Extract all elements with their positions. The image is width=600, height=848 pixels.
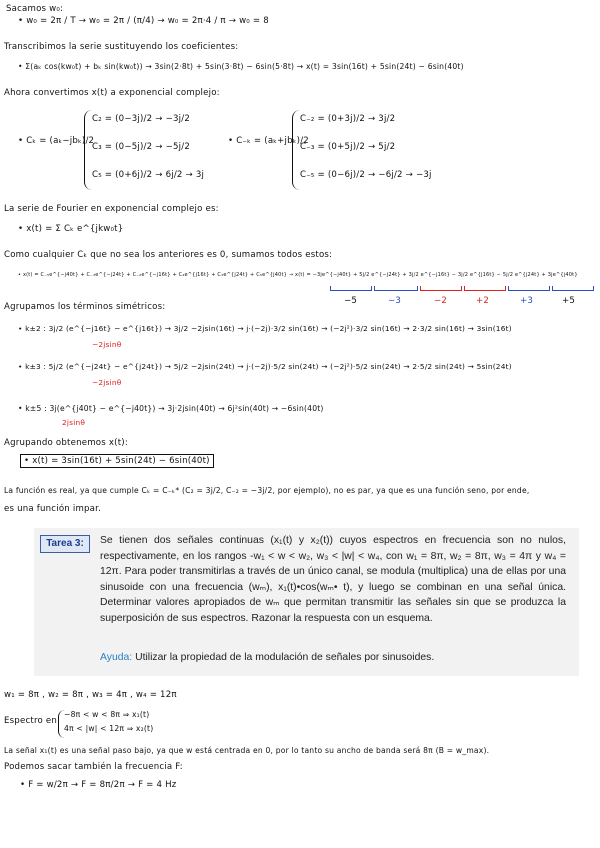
note-sacamos-w0: Sacamos w₀: [6, 4, 64, 14]
task-text: Se tienen dos señales continuas (x₁(t) y x₂(t)) cuyos espectros en frecuencia son no nulos, respectivamente, en los rangos -w₁ < w < w₂, w₃ < |w| < w₄, con w₁ = 8π, w₂ = 8π, w₃ = 4π y w₄ = 12π. Para poder transmitirlas a través de un único canal, se modula (multiplica) una de ellas por una sinusoide con una frecuencia (wₘ), x₁(t)•cos(wₘ• t), y luego se combinan en una señal única. Determinar valores apropiados de wₘ que permitan transmitir las señales sin que se produzca la superposición de sus espectros. Razonar la respuesta con un esquema. [100, 535, 566, 624]
underbrace-minus2 [420, 286, 462, 291]
note-espectro-label: Espectro en [4, 716, 58, 726]
note-transcribimos: Transcribimos la serie sustituyendo los coeficientes: [4, 42, 239, 52]
note-frecuencia-f: Podemos sacar también la frecuencia F: [4, 762, 183, 772]
note-k-pm-2: • k±2 : 3j/2 (e^{−j16t} − e^{j16t}) → 3j/2 −2jsin(16t) → j·(−2j)·3/2 sin(16t) → (−2j²)·3/2 sin(16t) → 2·3/2 sin(16t) → 3sin(16t) [18, 324, 512, 333]
note-convertimos: Ahora convertimos x(t) a exponencial complejo: [4, 88, 220, 98]
note-f-derivation: • F = w/2π → F = 8π/2π → F = 4 Hz [20, 780, 177, 790]
task-hint [100, 652, 566, 663]
note-c-minus-k-definition: • C₋ₖ = (aₖ+jbₖ)/2 [228, 136, 309, 146]
underbrace-plus2 [464, 286, 506, 291]
index-plus5: +5 [562, 296, 576, 306]
index-minus3: −3 [388, 296, 402, 306]
note-c-minus-2: C₋₂ = (0+3j)/2 → 3j/2 [300, 114, 396, 124]
note-c-minus-5: C₋₅ = (0−6j)/2 → −6j/2 → −3j [300, 170, 432, 180]
underbrace-minus5 [330, 286, 372, 291]
task-label: Tarea 3: [40, 535, 90, 553]
note-k-pm-2-sin: −2jsinθ [92, 340, 122, 349]
note-c5: C₅ = (0+6j)/2 → 6j/2 → 3j [92, 170, 205, 180]
note-spectrum-x2: 4π < |w| < 12π ⇒ x₂(t) [64, 724, 154, 733]
index-plus2: +2 [476, 296, 490, 306]
note-k-pm-3-sin: −2jsinθ [92, 378, 122, 387]
note-omega-values: w₁ = 8π , w₂ = 8π , w₃ = 4π , w₄ = 12π [4, 690, 177, 700]
underbrace-minus3 [374, 286, 418, 291]
note-k-pm-5-sin: 2jsinθ [62, 418, 86, 427]
note-c2: C₂ = (0−3j)/2 → −3j/2 [92, 114, 190, 124]
note-c-minus-3: C₋₃ = (0+5j)/2 → 5j/2 [300, 142, 396, 152]
task-box [34, 528, 579, 676]
index-minus2: −2 [434, 296, 448, 306]
note-funcion-impar: es una función impar. [4, 504, 102, 514]
note-series-substitution: • Σ(aₖ cos(kw₀t) + bₖ sin(kw₀t)) → 3sin(2·8t) + 5sin(3·8t) − 6sin(5·8t) → x(t) = 3sin(16t) + 5sin(24t) − 6sin(40t) [18, 62, 464, 71]
note-k-pm-5: • k±5 : 3j(e^{j40t} − e^{−j40t}) → 3j·2jsin(40t) → 6j²sin(40t) → −6sin(40t) [18, 404, 324, 413]
note-sumamos: Como cualquier Cₖ que no sea los anteriores es 0, sumamos todos estos: [4, 250, 333, 260]
note-k-pm-3: • k±3 : 5j/2 (e^{−j24t} − e^{j24t}) → 5j/2 −2jsin(24t) → j·(−2j)·5/2 sin(24t) → (−2j²)·5/2 sin(24t) → 2·5/2 sin(24t) → 5sin(24t) [18, 362, 512, 371]
underbrace-plus5 [552, 286, 594, 291]
note-x-exponential: • x(t) = C₋₅e^{−j40t} + C₋₃e^{−j24t} + C₋₂e^{−j16t} + C₂e^{j16t} + C₃e^{j24t} + C₅e^{j40t} → x(t) = −3je^{−j40t} + 5j/2 e^{−j24t} + 3j/2 e^{−j16t} − 3j/2 e^{j16t} − 5j/2 e^{j24t} + 3je^{j40t} [18, 272, 578, 278]
task-hint-text: Utilizar la propiedad de la modulación de señales por sinusoides. [135, 652, 435, 663]
note-fourier-sum: • x(t) = Σ Cₖ e^{jkw₀t} [18, 224, 124, 234]
task-hint-label: Ayuda: [100, 652, 133, 663]
note-result-boxed: • x(t) = 3sin(16t) + 5sin(24t) − 6sin(40t) [20, 454, 214, 468]
note-agrupando: Agrupando obtenemos x(t): [4, 438, 128, 448]
note-w0-derivation: • w₀ = 2π / T → w₀ = 2π / (π/4) → w₀ = 2π·4 / π → w₀ = 8 [18, 16, 269, 26]
note-paso-bajo: La señal x₁(t) es una señal paso bajo, ya que w está centrada en 0, por lo tanto su ancho de banda será 8π (B = w_max). [4, 746, 490, 755]
note-spectrum-x1: −8π < w < 8π ⇒ x₁(t) [64, 710, 150, 719]
underbrace-plus3 [508, 286, 550, 291]
index-plus3: +3 [520, 296, 534, 306]
note-agrupamos: Agrupamos los términos simétricos: [4, 302, 166, 312]
note-c3: C₃ = (0−5j)/2 → −5j/2 [92, 142, 190, 152]
index-minus5: −5 [344, 296, 358, 306]
note-ck-definition: • Cₖ = (aₖ−jbₖ)/2 [18, 136, 95, 146]
note-funcion-real: La función es real, ya que cumple Cₖ = C₋ₖ* (C₂ = 3j/2, C₋₂ = −3j/2, por ejemplo), no es par, ya que es una función seno, por ende, [4, 486, 530, 495]
note-serie-fourier: La serie de Fourier en exponencial complejo es: [4, 204, 219, 214]
